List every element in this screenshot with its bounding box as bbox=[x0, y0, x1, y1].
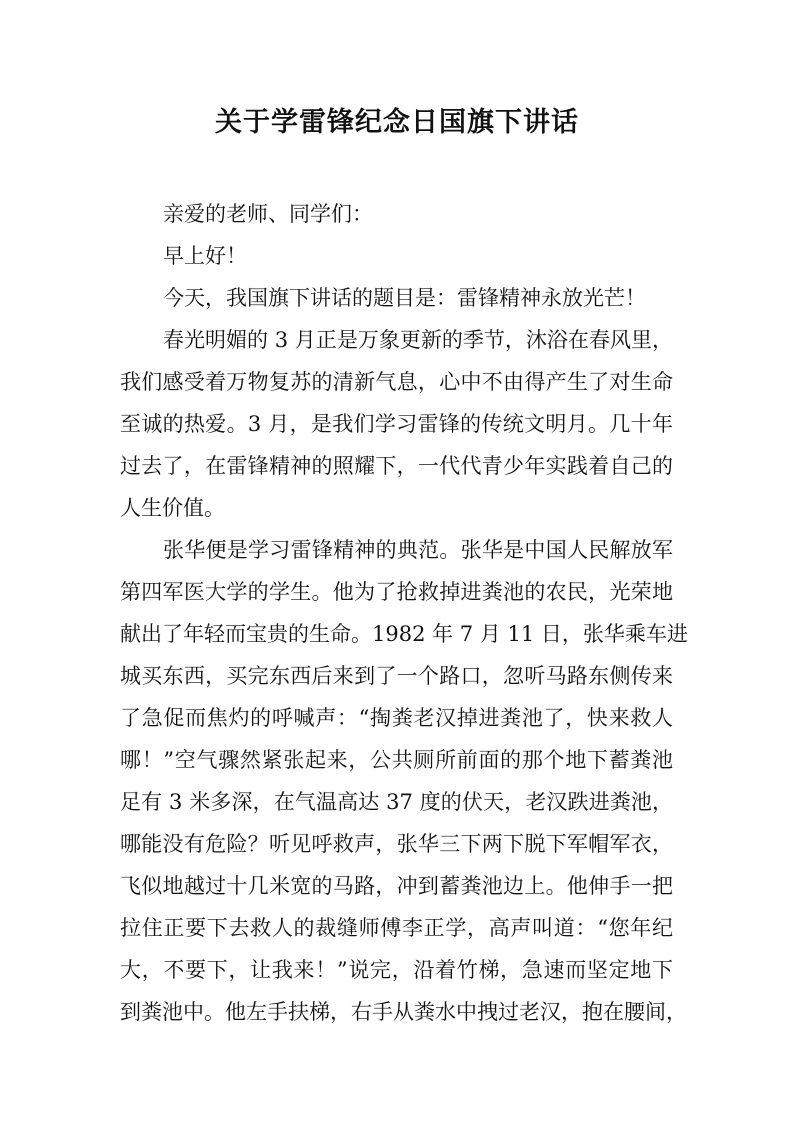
text-line: 了急促而焦灼的呼喊声：“掏粪老汉掉进粪池了，快来救人 bbox=[120, 706, 673, 730]
text-line: 今天，我国旗下讲话的题目是：雷锋精神永放光芒！ bbox=[163, 286, 646, 310]
text-line: 足有 3 米多深，在气温高达 37 度的伏天，老汉跌进粪池， bbox=[120, 790, 673, 814]
text-line: 早上好！ bbox=[163, 244, 247, 268]
text-line: 过去了，在雷锋精神的照耀下，一代代青少年实践着自己的 bbox=[120, 454, 673, 478]
text-line: 大，不要下，让我来！”说完，沿着竹梯，急速而坚定地下 bbox=[120, 958, 673, 982]
text-line: 飞似地越过十几米宽的马路，冲到蓄粪池边上。他伸手一把 bbox=[120, 874, 673, 898]
text-line: 献出了年轻而宝贵的生命。1982 年 7 月 11 日，张华乘车进 bbox=[120, 622, 688, 646]
text-line: 亲爱的老师、同学们： bbox=[163, 202, 373, 226]
text-line: 人生价值。 bbox=[120, 496, 225, 520]
text-line: 哪能没有危险？听见呼救声，张华三下两下脱下军帽军衣， bbox=[120, 832, 673, 856]
text-line: 第四军医大学的学生。他为了抢救掉进粪池的农民，光荣地 bbox=[120, 580, 673, 604]
text-line: 拉住正要下去救人的裁缝师傅李正学，高声叫道：“您年纪 bbox=[120, 916, 673, 940]
text-line: 哪！”空气骤然紧张起来，公共厕所前面的那个地下蓄粪池 bbox=[120, 748, 673, 772]
document-body bbox=[120, 197, 688, 1037]
text-line: 至诚的热爱。3 月，是我们学习雷锋的传统文明月。几十年 bbox=[120, 412, 673, 436]
text-line: 张华便是学习雷锋精神的典范。张华是中国人民解放军 bbox=[163, 538, 673, 562]
document-title: 关于学雷锋纪念日国旗下讲话 bbox=[215, 107, 579, 138]
text-line: 春光明媚的 3 月正是万象更新的季节，沐浴在春风里， bbox=[163, 328, 673, 352]
text-line: 到粪池中。他左手扶梯，右手从粪水中拽过老汉，抱在腰间， bbox=[120, 1000, 687, 1024]
text-line: 我们感受着万物复苏的清新气息，心中不由得产生了对生命 bbox=[120, 370, 673, 394]
text-line: 城买东西，买完东西后来到了一个路口，忽听马路东侧传来 bbox=[120, 664, 673, 688]
